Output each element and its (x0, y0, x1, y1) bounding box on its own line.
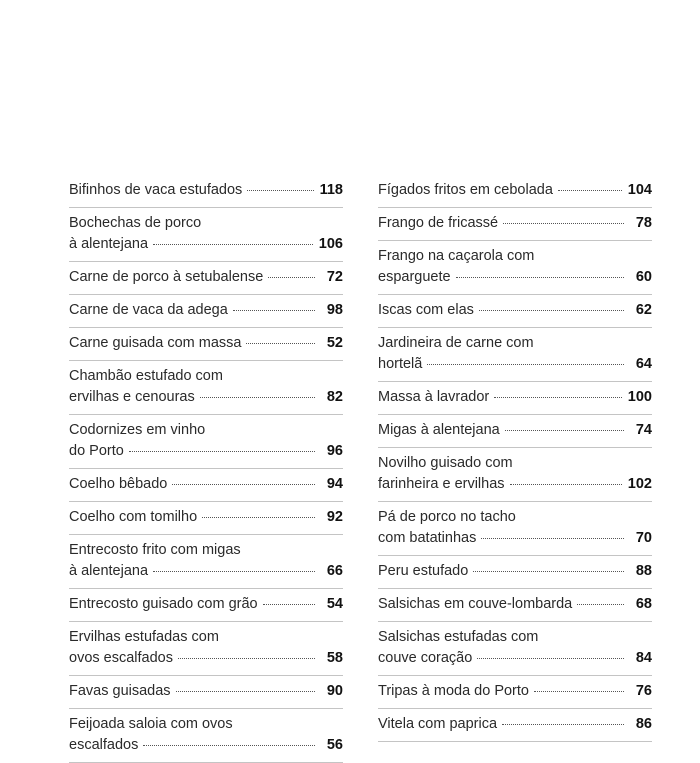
index-entry-line (378, 561, 652, 582)
dot-leader (268, 277, 315, 278)
index-entry (378, 241, 652, 295)
page-number: 64 (635, 356, 652, 372)
page-number: 70 (635, 530, 652, 546)
dot-leader (176, 691, 315, 692)
recipe-title: Vitela com paprica (378, 716, 498, 732)
dot-leader (502, 724, 624, 725)
recipe-title: couve coração (378, 650, 473, 666)
dot-leader (153, 244, 313, 245)
index-entry (69, 328, 343, 361)
page-number: 100 (627, 389, 652, 405)
dot-leader (202, 517, 315, 518)
recipe-title: Fígados fritos em cebolada (378, 182, 553, 198)
index-entry-line (378, 300, 652, 321)
recipe-title: esparguete (378, 269, 451, 285)
dot-leader (477, 658, 624, 659)
index-entry (378, 556, 652, 589)
index-entry-line (69, 213, 343, 234)
index-entry (378, 295, 652, 328)
recipe-title: Codornizes em vinho (69, 422, 206, 438)
recipe-title: Carne guisada com massa (69, 335, 242, 351)
index-entry-line (378, 180, 652, 201)
index-entry-line (69, 441, 343, 462)
index-entry (69, 178, 343, 208)
recipe-title: Peru estufado (378, 563, 469, 579)
dot-leader (178, 658, 315, 659)
page-number: 60 (635, 269, 652, 285)
index-entry-line (69, 333, 343, 354)
dot-leader (558, 190, 622, 191)
index-entry (378, 502, 652, 556)
index-entry (69, 709, 343, 763)
recipe-title: Ervilhas estufadas com (69, 629, 219, 645)
index-entry-line (378, 267, 652, 288)
index-entry (378, 415, 652, 448)
page-number: 54 (326, 596, 343, 612)
page-number: 98 (326, 302, 343, 318)
index-entry (69, 295, 343, 328)
recipe-title: à alentejana (69, 563, 149, 579)
dot-leader (427, 364, 624, 365)
recipe-title: Frango na caçarola com (378, 248, 535, 264)
index-entry-line (69, 714, 343, 735)
page-number: 82 (326, 389, 343, 405)
page-number: 104 (627, 182, 652, 198)
index-column-right (378, 178, 652, 742)
dot-leader (481, 538, 624, 539)
index-entry-line (69, 180, 343, 201)
page-number: 62 (635, 302, 652, 318)
index-entry-line (69, 648, 343, 669)
dot-leader (172, 484, 315, 485)
index-entry-line (378, 681, 652, 702)
index-entry-line (69, 681, 343, 702)
index-entry (378, 208, 652, 241)
index-entry-line (69, 594, 343, 615)
dot-leader (233, 310, 315, 311)
index-entry (69, 589, 343, 622)
index-entry (378, 709, 652, 742)
index-entry (69, 415, 343, 469)
recipe-title: Coelho com tomilho (69, 509, 198, 525)
page-number: 66 (326, 563, 343, 579)
index-entry-line (378, 474, 652, 495)
index-entry-line (69, 735, 343, 756)
recipe-title: Migas à alentejana (378, 422, 500, 438)
index-entry-line (69, 627, 343, 648)
dot-leader (153, 571, 315, 572)
recipe-title: hortelã (378, 356, 423, 372)
index-entry-line (69, 234, 343, 255)
page-number: 78 (635, 215, 652, 231)
page-number: 58 (326, 650, 343, 666)
dot-leader (505, 430, 624, 431)
index-entry (69, 361, 343, 415)
recipe-title: Bifinhos de vaca estufados (69, 182, 243, 198)
index-entry-line (69, 300, 343, 321)
index-entry (378, 382, 652, 415)
index-entry-line (69, 561, 343, 582)
page-number: 52 (326, 335, 343, 351)
page-number: 106 (318, 236, 343, 252)
dot-leader (577, 604, 624, 605)
page-number: 76 (635, 683, 652, 699)
index-entry-line (378, 453, 652, 474)
recipe-title: Entrecosto guisado com grão (69, 596, 258, 612)
dot-leader (503, 223, 624, 224)
index-entry (69, 469, 343, 502)
page-number: 88 (635, 563, 652, 579)
page-number: 74 (635, 422, 652, 438)
index-entry (378, 328, 652, 382)
recipe-title: à alentejana (69, 236, 149, 252)
page-number: 72 (326, 269, 343, 285)
index-entry (69, 535, 343, 589)
recipe-title: ervilhas e cenouras (69, 389, 195, 405)
recipe-title: Iscas com elas (378, 302, 474, 318)
index-entry-line (378, 333, 652, 354)
index-entry-line (378, 714, 652, 735)
index-entry-line (69, 474, 343, 495)
recipe-title: Bochechas de porco (69, 215, 202, 231)
index-entry-line (69, 366, 343, 387)
index-entry-line (378, 354, 652, 375)
index-entry-line (378, 387, 652, 408)
recipe-title: Massa à lavrador (378, 389, 490, 405)
page-number: 68 (635, 596, 652, 612)
page-number: 94 (326, 476, 343, 492)
recipe-title: Jardineira de carne com (378, 335, 534, 351)
recipe-title: do Porto (69, 443, 124, 459)
recipe-title: com batatinhas (378, 530, 477, 546)
index-entry-line (378, 594, 652, 615)
recipe-title: Feijoada saloia com ovos (69, 716, 233, 732)
recipe-title: Tripas à moda do Porto (378, 683, 529, 699)
dot-leader (479, 310, 624, 311)
recipe-title: escalfados (69, 737, 139, 753)
recipe-title: Coelho bêbado (69, 476, 168, 492)
index-entry-line (69, 387, 343, 408)
recipe-title: Frango de fricassé (378, 215, 499, 231)
recipe-title: Carne de porco à setubalense (69, 269, 264, 285)
page-number: 96 (326, 443, 343, 459)
page-number: 118 (319, 182, 343, 198)
index-entry-line (69, 420, 343, 441)
recipe-title: Salsichas estufadas com (378, 629, 539, 645)
dot-leader (473, 571, 624, 572)
recipe-title: Novilho guisado com (378, 455, 513, 471)
index-entry (69, 676, 343, 709)
recipe-title: Favas guisadas (69, 683, 171, 699)
dot-leader (263, 604, 315, 605)
index-entry-line (378, 246, 652, 267)
recipe-title: farinheira e ervilhas (378, 476, 505, 492)
index-entry-line (378, 648, 652, 669)
index-entry (378, 622, 652, 676)
dot-leader (246, 343, 315, 344)
index-entry-line (378, 627, 652, 648)
index-entry-line (69, 267, 343, 288)
dot-leader (200, 397, 315, 398)
index-entry (378, 178, 652, 208)
recipe-title: Pá de porco no tacho (378, 509, 516, 525)
recipe-title: Carne de vaca da adega (69, 302, 228, 318)
recipe-title: ovos escalfados (69, 650, 173, 666)
page-number: 102 (627, 476, 652, 492)
index-entry (378, 676, 652, 709)
index-entry-line (378, 420, 652, 441)
index-entry-line (69, 540, 343, 561)
page-number: 56 (326, 737, 343, 753)
dot-leader (129, 451, 315, 452)
index-column-left (69, 178, 343, 763)
page-number: 92 (326, 509, 343, 525)
index-entry (69, 208, 343, 262)
index-entry-line (378, 213, 652, 234)
dot-leader (534, 691, 624, 692)
index-entry-line (378, 507, 652, 528)
page-number: 84 (635, 650, 652, 666)
index-entry (378, 589, 652, 622)
recipe-title: Entrecosto frito com migas (69, 542, 241, 558)
page-number: 90 (326, 683, 343, 699)
index-entry-line (378, 528, 652, 549)
index-entry (69, 622, 343, 676)
dot-leader (456, 277, 624, 278)
dot-leader (494, 397, 622, 398)
index-entry (378, 448, 652, 502)
dot-leader (143, 745, 315, 746)
dot-leader (247, 190, 313, 191)
recipe-title: Chambão estufado com (69, 368, 223, 384)
dot-leader (510, 484, 622, 485)
index-entry (69, 262, 343, 295)
index-entry (69, 502, 343, 535)
recipe-title: Salsichas em couve-lombarda (378, 596, 573, 612)
page-number: 86 (635, 716, 652, 732)
index-entry-line (69, 507, 343, 528)
